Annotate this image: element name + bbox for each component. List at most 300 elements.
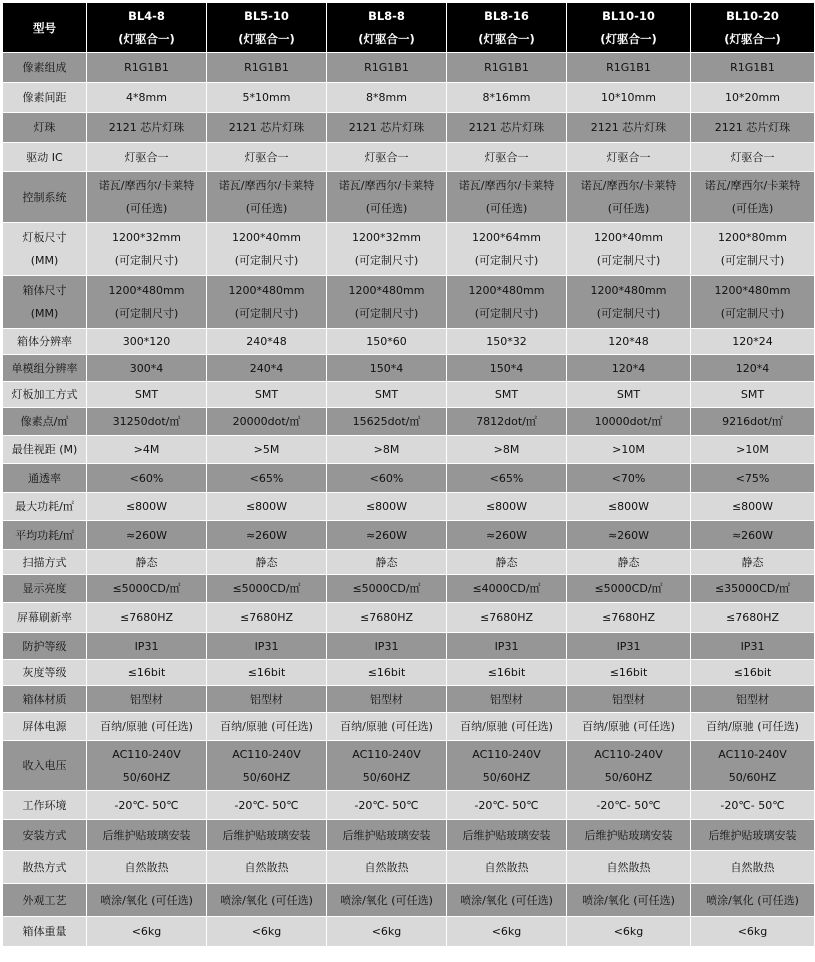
spec-value-cell [207,53,327,83]
spec-value: 300*4 [129,361,164,375]
spec-value: <6kg [491,925,522,938]
spec-row [3,408,815,436]
spec-value: IP31 [254,639,279,653]
spec-value-cell [207,820,327,851]
row-label: 最大功耗/㎡ [15,500,74,513]
spec-value: 150*32 [486,335,527,348]
spec-value-cell [87,408,207,436]
spec-value: 自然散热 [124,860,169,874]
spec-value: 1200*64mm [472,231,541,244]
spec-value-cell [447,660,567,686]
spec-value-cell [87,53,207,83]
row-label: 最佳视距 (M) [11,443,78,456]
spec-value: AC110-240V [112,747,181,761]
row-label-cell [3,851,87,884]
spec-value: 300*120 [122,335,171,348]
spec-value: (可任选) [607,202,650,215]
spec-value: SMT [254,388,279,401]
spec-value: R1G1B1 [484,61,529,74]
spec-value-cell [447,53,567,83]
spec-value: 静态 [375,555,398,569]
spec-value-cell [207,575,327,603]
spec-row [3,917,815,947]
spec-value-cell [207,408,327,436]
spec-value-cell [691,83,815,113]
spec-value-cell [447,851,567,884]
spec-value-cell [207,83,327,113]
row-label-cell [3,493,87,521]
spec-value: AC110-240V [352,747,421,761]
model-name: BL5-10 [244,8,289,23]
row-label-cell [3,820,87,851]
spec-row [3,686,815,713]
spec-value-cell [567,521,691,550]
spec-value: ≈260W [125,528,168,542]
spec-value-cell [87,713,207,741]
spec-value-cell [327,436,447,464]
spec-value: 诺瓦/摩西尔/卡莱特 [704,179,801,192]
spec-value-cell [567,550,691,575]
spec-value-cell [327,521,447,550]
spec-value-cell [327,172,447,223]
spec-value-cell [447,917,567,947]
spec-value: 5*10mm [242,91,291,104]
spec-value-cell [327,113,447,143]
spec-value: 10000dot/㎡ [594,415,663,428]
spec-row [3,436,815,464]
spec-value-cell [327,686,447,713]
spec-value-cell [207,355,327,382]
spec-value-cell [87,741,207,791]
spec-value-cell [207,917,327,947]
spec-value: IP31 [616,639,641,653]
model-subtitle: (灯驱合一) [238,31,295,46]
spec-value: 1200*480mm [108,284,185,297]
spec-value-cell [691,223,815,276]
spec-value: 120*48 [608,335,649,348]
spec-value: (可任选) [125,202,168,215]
spec-value: (可任选) [731,202,774,215]
spec-value-cell [87,143,207,172]
spec-value-cell [567,464,691,493]
row-label: (MM) [30,307,59,320]
spec-value-cell [207,550,327,575]
spec-value: ≤16bit [487,666,526,679]
spec-value: 2121 芯片灯珠 [228,121,305,134]
spec-value: ≤7680HZ [119,611,174,624]
model-subtitle: (灯驱合一) [600,31,657,46]
spec-value-cell [567,686,691,713]
spec-value: 灯驱合一 [364,150,409,164]
spec-value: 240*4 [249,361,284,375]
row-label: 灯板加工方式 [11,388,78,401]
spec-value: 15625dot/㎡ [352,415,421,428]
row-label-cell [3,521,87,550]
spec-value: 150*4 [489,361,524,375]
row-label-cell [3,741,87,791]
spec-value-cell [207,791,327,820]
spec-value: -20℃- 50℃ [720,798,785,812]
row-label: 灯板尺寸 [22,231,67,244]
spec-value-cell [691,113,815,143]
spec-value-cell [207,686,327,713]
spec-value-cell [567,223,691,276]
row-label: 单模组分辨率 [11,361,78,375]
spec-value: <60% [369,471,404,485]
spec-value: 1200*32mm [112,231,181,244]
spec-value: SMT [134,388,159,401]
spec-value-cell [207,223,327,276]
spec-value-cell [207,382,327,408]
model-header-cell [327,3,447,53]
spec-value: 1200*480mm [714,284,791,297]
spec-value-cell [447,464,567,493]
spec-row [3,550,815,575]
spec-value-cell [567,917,691,947]
spec-value-cell [567,53,691,83]
spec-value: R1G1B1 [730,61,775,74]
spec-value-cell [691,820,815,851]
spec-value-cell [207,713,327,741]
spec-value: SMT [494,388,519,401]
spec-value-cell [207,276,327,329]
spec-value: 喷涂/氧化 (可任选) [582,893,675,907]
model-header-cell [447,3,567,53]
spec-value-cell [327,791,447,820]
spec-value: 百纳/原驰 (可任选) [100,720,193,733]
model-name: BL4-8 [128,8,165,23]
spec-row [3,884,815,917]
spec-row [3,172,815,223]
spec-value-cell [691,172,815,223]
spec-value-cell [567,884,691,917]
spec-value: 4*8mm [126,91,167,104]
spec-value: 1200*480mm [590,284,667,297]
row-label: 扫描方式 [22,555,67,569]
spec-value: 铝型材 [612,692,645,706]
spec-value-cell [327,382,447,408]
header-row [3,3,815,53]
spec-value-cell [691,633,815,660]
spec-value-cell [691,408,815,436]
spec-value-cell [567,603,691,633]
row-label: 显示亮度 [22,582,67,595]
spec-value: 灯驱合一 [244,150,289,164]
spec-value: 50/60HZ [122,770,171,784]
spec-value: IP31 [134,639,159,653]
spec-value: -20℃- 50℃ [474,798,539,812]
spec-value: >10M [612,443,645,456]
spec-value: ≤800W [245,500,288,513]
spec-value: >8M [373,443,400,456]
spec-value: <65% [489,471,524,485]
row-label: 灰度等级 [22,666,67,679]
spec-value-cell [207,436,327,464]
spec-value-cell [567,382,691,408]
spec-value-cell [207,143,327,172]
row-label-cell [3,550,87,575]
spec-value-cell [87,382,207,408]
spec-value-cell [691,464,815,493]
spec-value: 1200*40mm [594,231,663,244]
spec-value: 铝型材 [370,692,403,706]
spec-value: ≤16bit [247,666,286,679]
spec-value-cell [691,143,815,172]
spec-value: SMT [616,388,641,401]
spec-value: >8M [493,443,520,456]
spec-value: 喷涂/氧化 (可任选) [706,893,799,907]
spec-value: (可定制尺寸) [114,254,179,267]
spec-value: (可任选) [245,202,288,215]
spec-value: ≈260W [365,528,408,542]
spec-value: <6kg [251,925,282,938]
spec-row [3,660,815,686]
spec-value: 百纳/原驰 (可任选) [340,720,433,733]
spec-value: 240*48 [246,335,287,348]
model-subtitle: (灯驱合一) [724,31,781,46]
spec-value: 静态 [495,555,518,569]
spec-value: 2121 芯片灯珠 [590,121,667,134]
spec-value-cell [327,884,447,917]
spec-value: (可定制尺寸) [596,254,661,267]
spec-value-cell [567,660,691,686]
spec-value-cell [327,550,447,575]
spec-value-cell [567,493,691,521]
spec-value-cell [567,408,691,436]
spec-value-cell [567,172,691,223]
spec-value: <6kg [613,925,644,938]
spec-value-cell [327,223,447,276]
spec-value: 铝型材 [490,692,523,706]
spec-value: (可定制尺寸) [354,254,419,267]
spec-value-cell [447,83,567,113]
spec-value: (可定制尺寸) [720,254,785,267]
row-label-cell [3,917,87,947]
spec-value: 后维护贴玻璃安装 [342,828,431,842]
spec-value-cell [327,917,447,947]
spec-value-cell [567,113,691,143]
spec-value-cell [87,493,207,521]
spec-value: R1G1B1 [364,61,409,74]
spec-value: ≤7680HZ [239,611,294,624]
model-header-cell [87,3,207,53]
spec-value-cell [691,741,815,791]
spec-value-cell [567,791,691,820]
spec-value: 后维护贴玻璃安装 [462,828,551,842]
spec-value: 2121 芯片灯珠 [108,121,185,134]
spec-value: 后维护贴玻璃安装 [708,828,797,842]
model-subtitle: (灯驱合一) [118,31,175,46]
model-name: BL10-20 [726,8,779,23]
spec-value-cell [87,521,207,550]
spec-value-cell [447,884,567,917]
spec-value-cell [327,464,447,493]
spec-value: ≤800W [485,500,528,513]
row-label: 控制系统 [22,190,67,204]
spec-row [3,820,815,851]
spec-value: (可定制尺寸) [474,307,539,320]
spec-value: IP31 [494,639,519,653]
spec-value-cell [447,329,567,355]
spec-value: <6kg [737,925,768,938]
spec-value: IP31 [374,639,399,653]
spec-value: 1200*480mm [228,284,305,297]
spec-value: 8*8mm [366,91,407,104]
spec-row [3,633,815,660]
spec-row [3,791,815,820]
spec-value: <75% [735,471,770,485]
spec-value-cell [447,550,567,575]
spec-value: ≤4000CD/㎡ [472,582,541,595]
spec-row [3,329,815,355]
spec-value: AC110-240V [472,747,541,761]
spec-value: R1G1B1 [244,61,289,74]
spec-value-cell [447,603,567,633]
spec-value-cell [567,851,691,884]
spec-value-cell [447,113,567,143]
spec-value-cell [447,521,567,550]
spec-value-cell [691,53,815,83]
spec-value-cell [691,329,815,355]
spec-value-cell [447,382,567,408]
spec-value-cell [567,575,691,603]
spec-value: >4M [133,443,160,456]
spec-value: ≤5000CD/㎡ [594,582,663,595]
spec-value: ≤35000CD/㎡ [714,582,791,595]
spec-value-cell [87,113,207,143]
spec-value: 静态 [255,555,278,569]
spec-value: 喷涂/氧化 (可任选) [460,893,553,907]
spec-row [3,603,815,633]
spec-value: (可定制尺寸) [720,307,785,320]
spec-value: >5M [253,443,280,456]
row-label: 驱动 IC [26,150,63,164]
spec-value: ≤16bit [609,666,648,679]
row-label-cell [3,143,87,172]
spec-value: 百纳/原驰 (可任选) [220,720,313,733]
spec-value-cell [691,382,815,408]
row-label: 散热方式 [22,860,67,874]
spec-value: (可定制尺寸) [474,254,539,267]
spec-value: ≤16bit [733,666,772,679]
spec-value: ≤16bit [127,666,166,679]
spec-value: (可定制尺寸) [234,254,299,267]
spec-value: 2121 芯片灯珠 [714,121,791,134]
spec-value: 喷涂/氧化 (可任选) [100,893,193,907]
row-label: 工作环境 [22,798,67,812]
spec-value: ≤800W [607,500,650,513]
spec-value-cell [207,603,327,633]
spec-value-cell [87,575,207,603]
spec-value-cell [327,851,447,884]
spec-row [3,575,815,603]
spec-value-cell [207,741,327,791]
spec-value: AC110-240V [718,747,787,761]
spec-value: 诺瓦/摩西尔/卡莱特 [218,179,315,192]
spec-value-cell [447,686,567,713]
spec-value: 120*24 [732,335,773,348]
row-label: 灯珠 [33,121,56,134]
spec-value: (可定制尺寸) [114,307,179,320]
spec-value: 50/60HZ [482,770,531,784]
spec-value-cell [87,603,207,633]
spec-value: 自然散热 [244,860,289,874]
spec-value-cell [691,575,815,603]
spec-value-cell [567,355,691,382]
spec-value: AC110-240V [232,747,301,761]
spec-value-cell [691,276,815,329]
spec-value-cell [447,713,567,741]
spec-value: <6kg [371,925,402,938]
model-name: BL10-10 [602,8,655,23]
spec-value: IP31 [740,639,765,653]
spec-value: -20℃- 50℃ [234,798,299,812]
spec-value: -20℃- 50℃ [596,798,661,812]
spec-value-cell [691,436,815,464]
spec-value-cell [327,713,447,741]
spec-value: 150*4 [369,361,404,375]
row-label-cell [3,660,87,686]
spec-value: 120*4 [611,361,646,375]
spec-value: 静态 [617,555,640,569]
row-label: 屏幕刷新率 [17,611,72,624]
spec-value-cell [87,820,207,851]
spec-value: 自然散热 [484,860,529,874]
row-label: 箱体重量 [22,925,67,938]
spec-value: 后维护贴玻璃安装 [222,828,311,842]
spec-value: 2121 芯片灯珠 [348,121,425,134]
spec-value-cell [87,686,207,713]
row-label: 像素点/㎡ [20,415,69,428]
spec-value-cell [207,884,327,917]
spec-value-cell [567,741,691,791]
spec-value: AC110-240V [594,747,663,761]
spec-value: ≤800W [125,500,168,513]
spec-value-cell [691,713,815,741]
spec-value: 后维护贴玻璃安装 [584,828,673,842]
spec-row [3,713,815,741]
row-label-cell [3,329,87,355]
spec-value-cell [447,741,567,791]
spec-value-cell [327,603,447,633]
spec-value: ≤5000CD/㎡ [232,582,301,595]
spec-value: 百纳/原驰 (可任选) [460,720,553,733]
spec-value-cell [691,917,815,947]
model-name: BL8-8 [368,8,405,23]
row-label: 收入电压 [22,759,67,772]
spec-value: (可定制尺寸) [354,307,419,320]
spec-value-cell [691,660,815,686]
spec-value: 诺瓦/摩西尔/卡莱特 [338,179,435,192]
row-label-cell [3,172,87,223]
spec-table [2,2,815,947]
spec-row [3,276,815,329]
spec-value-cell [207,113,327,143]
spec-value: (可任选) [365,202,408,215]
row-label-cell [3,884,87,917]
spec-value: (可定制尺寸) [234,307,299,320]
spec-value-cell [87,223,207,276]
spec-value: 7812dot/㎡ [476,415,537,428]
spec-value-cell [447,633,567,660]
spec-value: SMT [374,388,399,401]
spec-value-cell [567,820,691,851]
row-label-cell [3,603,87,633]
spec-value-cell [327,741,447,791]
row-label: 箱体材质 [22,692,67,706]
spec-value-cell [207,633,327,660]
spec-value: 诺瓦/摩西尔/卡莱特 [98,179,195,192]
